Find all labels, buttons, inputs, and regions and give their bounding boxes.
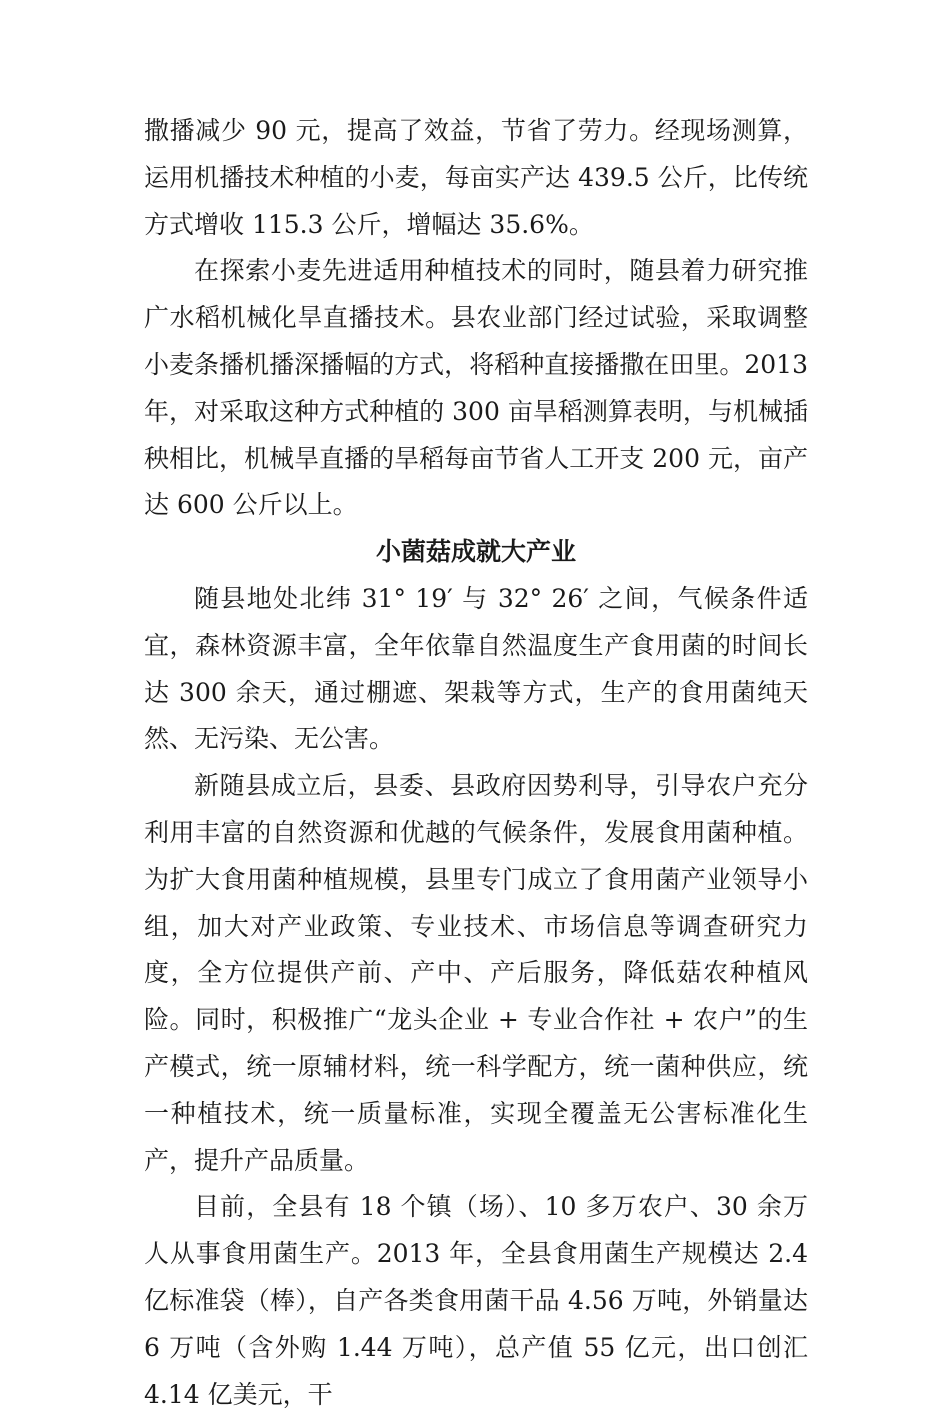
paragraph-production-stats: 目前，全县有 18 个镇（场）、10 多万农户、30 余万人从事食用菌生产。2013 年，全县食用菌生产规模达 2.4 亿标准袋（棒），自产各类食用菌干品 4.56 万吨，外销量达 6 万吨（含外购 1.44 万吨），总产值 55 亿元，出口创汇 4.14 亿美元，干	[144, 1192, 808, 1409]
paragraph-continuation: 撒播减少 90 元，提高了效益，节省了劳力。经现场测算，运用机播技术种植的小麦，每亩实产达 439.5 公斤，比传统方式增收 115.3 公斤，增幅达 35.6%。	[144, 116, 808, 239]
paragraph-climate: 随县地处北纬 31° 19′ 与 32° 26′ 之间，气候条件适宜，森林资源丰富，全年依靠自然温度生产食用菌的时间长达 300 余天，通过棚遮、架栽等方式，生产的食用菌纯天然、无污染、无公害。	[144, 583, 808, 754]
paragraph-county-policy: 新随县成立后，县委、县政府因势利导，引导农户充分利用丰富的自然资源和优越的气候条件，发展食用菌种植。为扩大食用菌种植规模，县里专门成立了食用菌产业领导小组，加大对产业政策、专业技术、市场信息等调查研究力度，全方位提供产前、产中、产后服务，降低菇农种植风险。同时，积极推广“龙头企业 + 专业合作社 + 农户”的生产模式，统一原辅材料，统一科学配方，统一菌种供应，统一种植技术，统一质量标准，实现全覆盖无公害标准化生产，提升产品质量。	[144, 771, 808, 1175]
document-body	[144, 108, 808, 1418]
paragraph-rice-direct-seeding: 在探索小麦先进适用种植技术的同时，随县着力研究推广水稻机械化旱直播技术。县农业部门经过试验，采取调整小麦条播机播深播幅的方式，将稻种直接播撒在田里。2013 年，对采取这种方式种植的 300 亩旱稻测算表明，与机械插秧相比，机械旱直播的旱稻每亩节省人工开支 200 元，亩产达 600 公斤以上。	[144, 256, 808, 520]
section-heading: 小菌菇成就大产业	[375, 537, 576, 567]
